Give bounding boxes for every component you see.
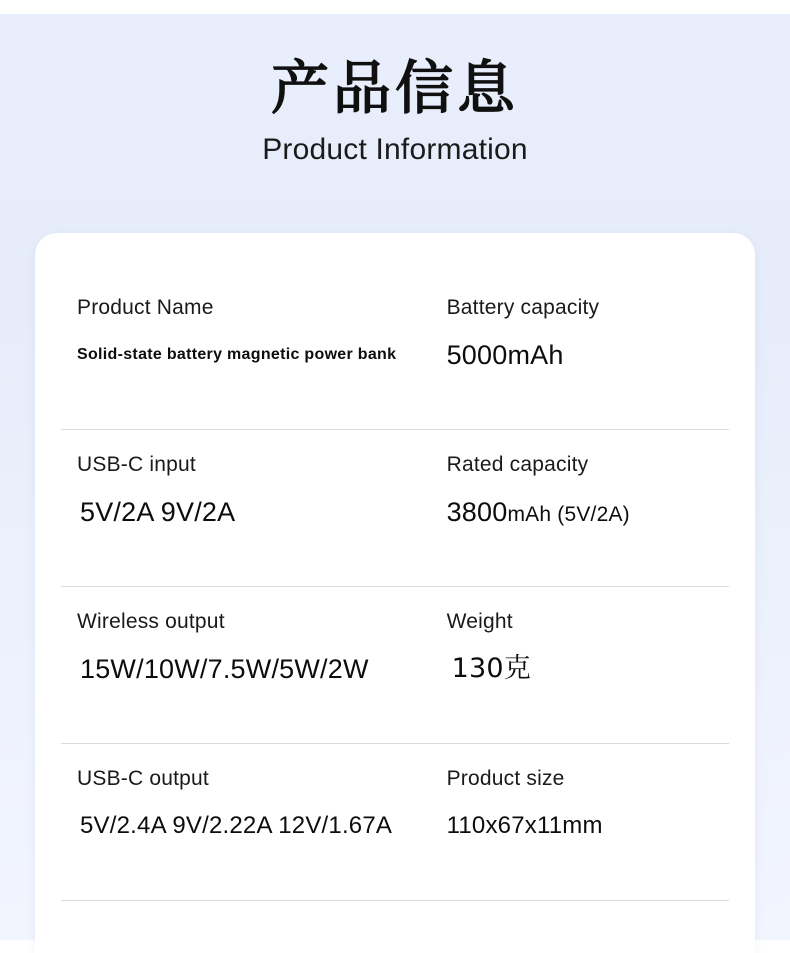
spec-label: Product size xyxy=(446,767,565,790)
page-title-cn: 产品信息 xyxy=(270,54,519,122)
spec-label: Wireless output xyxy=(77,610,225,633)
spec-card xyxy=(35,233,755,953)
spec-value: 15W/10W/7.5W/5W/2W xyxy=(80,654,369,684)
spec-label: Product Name xyxy=(77,296,214,319)
spec-label: USB-C input xyxy=(77,453,196,476)
spec-cell-weight xyxy=(447,587,713,744)
spec-value: 110x67x11mm xyxy=(446,812,603,839)
spec-value-number: 3800 xyxy=(446,497,508,527)
spec-cell-battery-capacity xyxy=(447,273,713,430)
spec-cell-product-name xyxy=(77,273,447,430)
spec-table xyxy=(35,273,755,901)
table-row xyxy=(35,587,755,744)
spec-cell-rated-capacity xyxy=(447,430,713,587)
spec-value: Solid-state battery magnetic power bank xyxy=(77,346,397,363)
spec-cell-wireless-output xyxy=(77,587,447,744)
spec-value: 5V/2.4A 9V/2.22A 12V/1.67A xyxy=(80,812,393,839)
spec-value: 5000mAh xyxy=(446,340,564,370)
row-divider xyxy=(61,900,729,901)
spec-value: 5V/2A 9V/2A xyxy=(80,497,236,527)
spec-value-unit: mAh (5V/2A) xyxy=(507,503,630,526)
spec-cell-usbc-output xyxy=(77,744,447,901)
page-title-en: Product Information xyxy=(262,133,528,166)
spec-label: Battery capacity xyxy=(446,296,600,319)
table-row xyxy=(35,273,755,430)
top-white-strip xyxy=(0,0,790,14)
spec-label: Weight xyxy=(446,610,513,633)
spec-value xyxy=(447,496,713,531)
spec-cell-usbc-input xyxy=(77,430,447,587)
spec-cell-product-size xyxy=(447,744,713,901)
table-row xyxy=(35,744,755,901)
spec-label: USB-C output xyxy=(77,767,209,790)
spec-label: Rated capacity xyxy=(446,453,589,476)
spec-value: 130克 xyxy=(451,653,531,684)
page-header xyxy=(0,52,790,170)
table-row xyxy=(35,430,755,587)
